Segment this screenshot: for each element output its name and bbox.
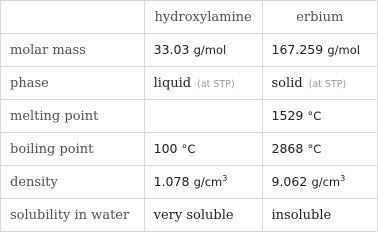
table-row-melting-point <box>1 100 378 133</box>
table-row-density <box>1 166 378 199</box>
cell-value: solid <box>271 75 303 91</box>
table-row-boiling-point <box>1 133 378 166</box>
row-label: phase <box>1 67 145 100</box>
cell-value: 100 <box>153 141 178 156</box>
cell-erbium-phase <box>262 67 378 100</box>
cell-unit-exponent: 3 <box>222 174 228 184</box>
cell-unit: g/mol <box>327 43 360 57</box>
cell-unit: °C <box>181 142 196 156</box>
cell-erbium-boiling-point <box>262 133 378 166</box>
table-row-solubility <box>1 199 378 232</box>
row-label: melting point <box>1 100 145 133</box>
cell-value: 1529 <box>271 108 304 123</box>
cell-unit-exponent: 3 <box>340 174 346 184</box>
cell-erbium-melting-point <box>262 100 378 133</box>
cell-unit: °C <box>307 142 322 156</box>
cell-erbium-density <box>262 166 378 199</box>
cell-value: 9.062 <box>271 174 308 189</box>
cell-value: insoluble <box>271 207 332 223</box>
cell-hydroxylamine-solubility <box>144 199 262 232</box>
cell-erbium-molar-mass <box>262 34 378 67</box>
table-row-molar-mass <box>1 34 378 67</box>
cell-unit <box>311 175 345 189</box>
row-label: density <box>1 166 145 199</box>
cell-note: (at STP) <box>308 78 347 90</box>
cell-hydroxylamine-phase <box>144 67 262 100</box>
row-label: solubility in water <box>1 199 145 232</box>
cell-value: 2868 <box>271 141 304 156</box>
row-label: boiling point <box>1 133 145 166</box>
cell-hydroxylamine-melting-point <box>144 100 262 133</box>
column-header-erbium: erbium <box>262 1 378 34</box>
table-header-row <box>1 1 378 34</box>
cell-unit <box>194 175 228 189</box>
cell-hydroxylamine-boiling-point <box>144 133 262 166</box>
cell-hydroxylamine-molar-mass <box>144 34 262 67</box>
cell-value: liquid <box>153 75 192 91</box>
cell-unit: °C <box>307 109 322 123</box>
cell-value: very soluble <box>153 207 234 223</box>
cell-unit-base: g/cm <box>193 175 223 189</box>
cell-value: 1.078 <box>153 174 190 189</box>
column-header-hydroxylamine: hydroxylamine <box>144 1 262 34</box>
cell-note: (at STP) <box>197 78 235 90</box>
cell-value: 33.03 <box>153 42 190 57</box>
cell-value: 167.259 <box>271 42 324 57</box>
cell-hydroxylamine-density <box>144 166 262 199</box>
table-row-phase <box>1 67 378 100</box>
cell-unit: g/mol <box>193 43 227 57</box>
row-label: molar mass <box>1 34 145 67</box>
header-empty-cell <box>1 1 145 34</box>
cell-erbium-solubility <box>262 199 378 232</box>
cell-unit-base: g/cm <box>311 175 341 189</box>
